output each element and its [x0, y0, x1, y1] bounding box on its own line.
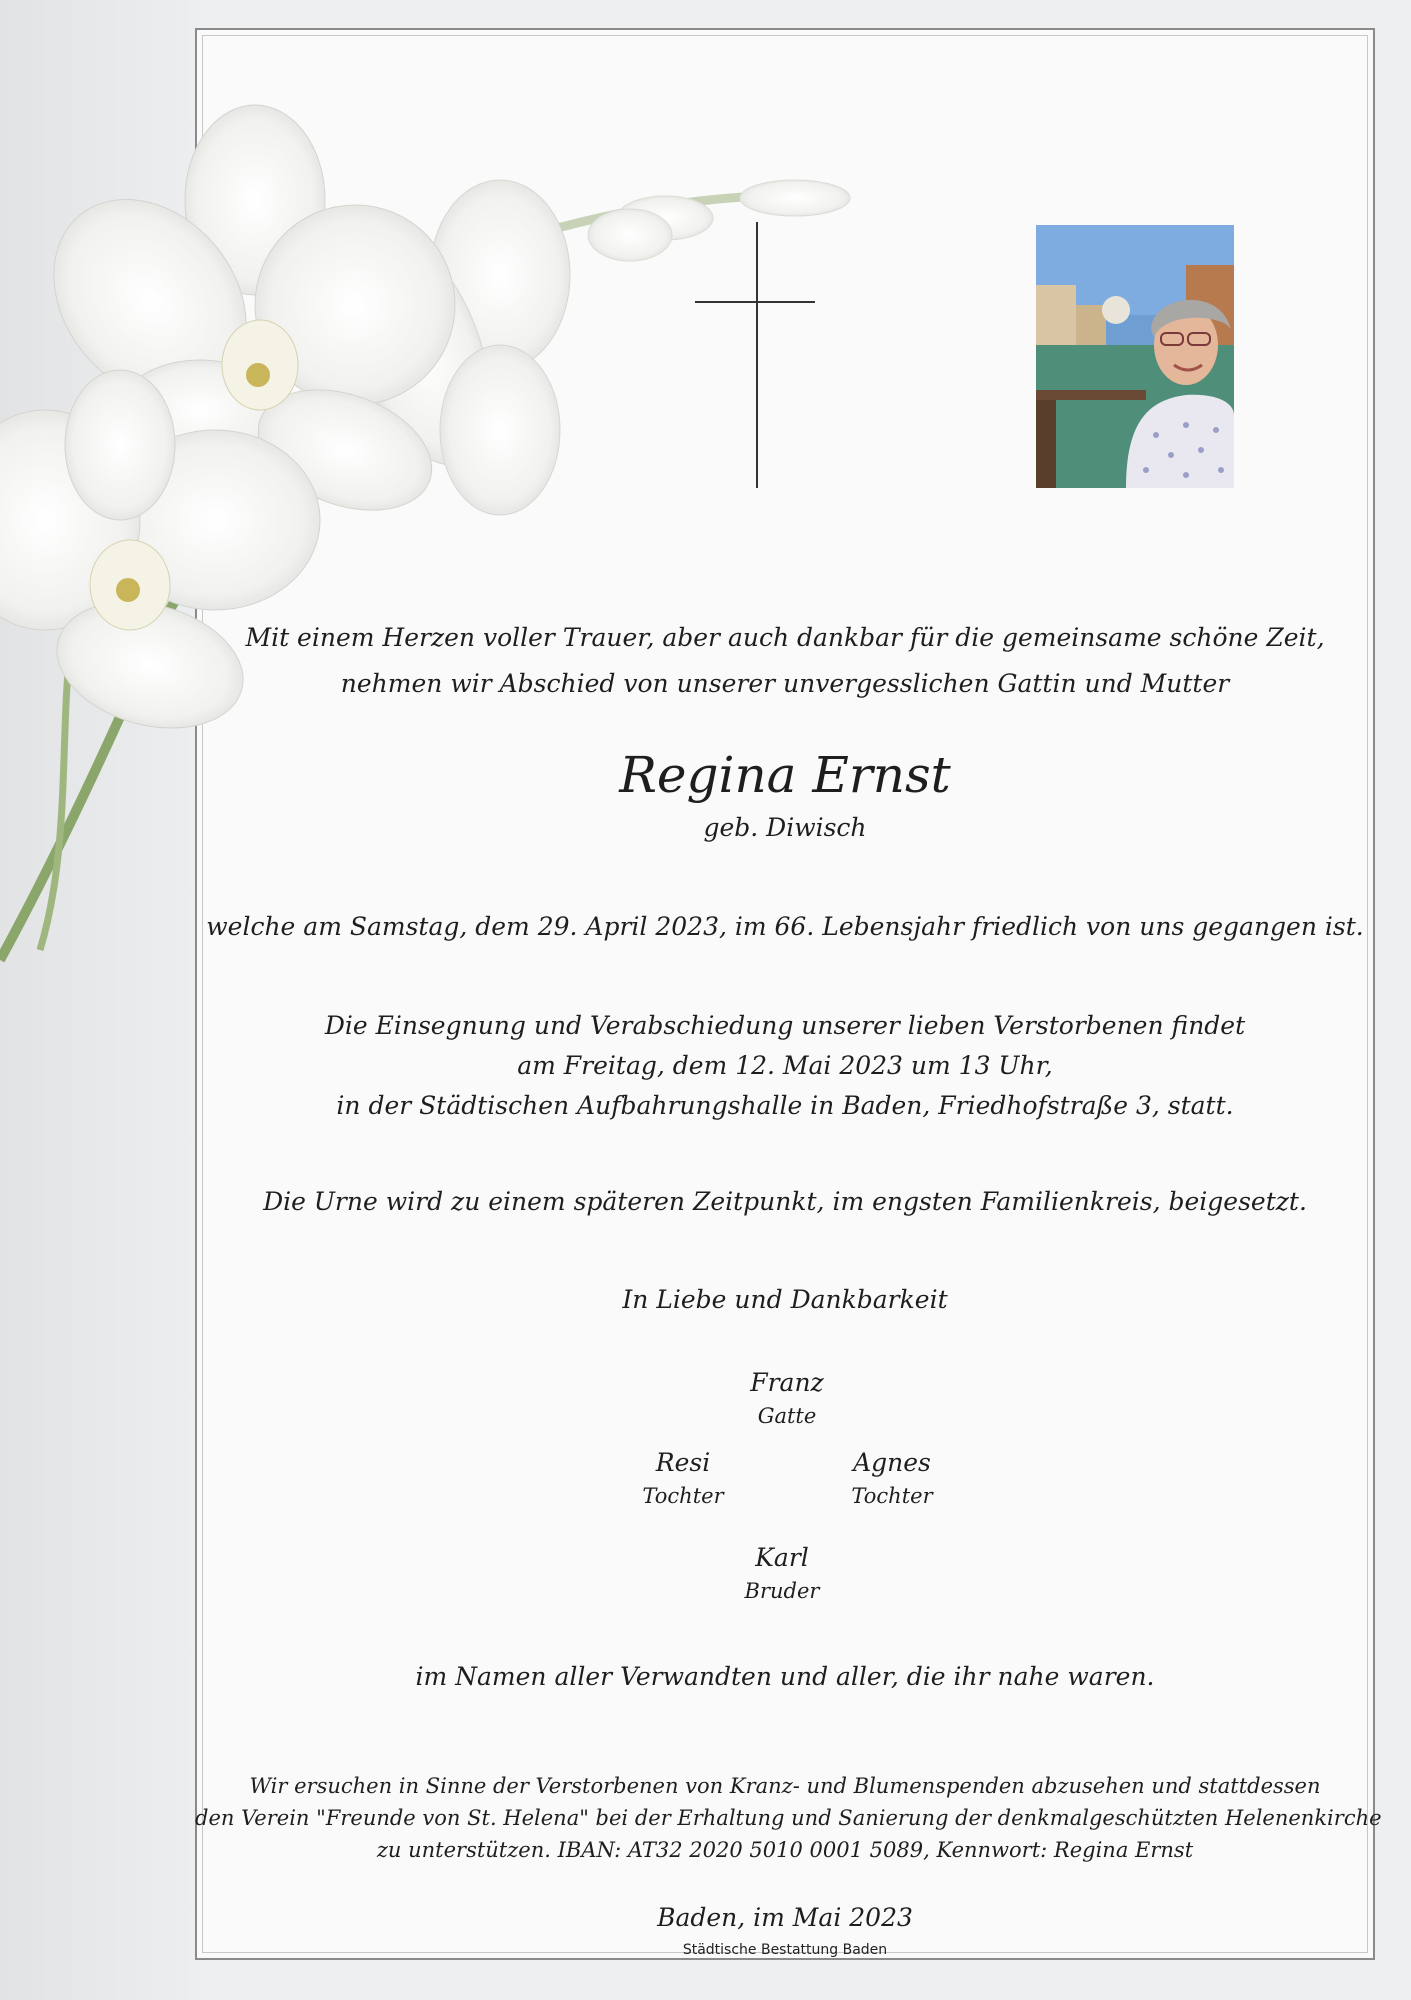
relative-name: Agnes	[853, 1448, 931, 1477]
intro-line: Mit einem Herzen voller Trauer, aber auch dankbar für die gemeinsame schöne Zeit,	[245, 623, 1325, 652]
relative-name: Karl	[755, 1543, 809, 1572]
portrait-photo	[1036, 225, 1234, 488]
relative-relation: Tochter	[851, 1484, 933, 1508]
ceremony-line: in der Städtischen Aufbahrungshalle in Baden, Friedhofstraße 3, statt.	[336, 1091, 1234, 1120]
urn-line: Die Urne wird zu einem späteren Zeitpunkt, im engsten Familienkreis, beigesetzt.	[263, 1187, 1307, 1216]
relative-entry	[662, 1540, 902, 1606]
passing-line: welche am Samstag, dem 29. April 2023, im 66. Lebensjahr friedlich von uns gegangen ist.	[206, 912, 1364, 941]
deceased-name: Regina Ernst	[619, 746, 951, 804]
maiden-name: geb. Diwisch	[703, 813, 867, 842]
place-date: Baden, im Mai 2023	[657, 1903, 913, 1932]
funeral-home-label: Städtische Bestattung Baden	[682, 1942, 888, 1958]
ceremony-text	[195, 1006, 1375, 1126]
ceremony-line: Die Einsegnung und Verabschiedung unserer lieben Verstorbenen findet	[324, 1011, 1246, 1040]
relative-name: Franz	[750, 1368, 824, 1397]
relative-name: Resi	[655, 1448, 711, 1477]
cross-icon	[690, 222, 820, 488]
relative-entry	[563, 1445, 803, 1511]
ceremony-line: am Freitag, dem 12. Mai 2023 um 13 Uhr,	[517, 1051, 1053, 1080]
donation-line: Wir ersuchen in Sinne der Verstorbenen von Kranz- und Blumenspenden abzusehen und stattdessen	[249, 1774, 1321, 1798]
relative-entry	[772, 1445, 1012, 1511]
donation-line: zu unterstützen. IBAN: AT32 2020 5010 0001 5089, Kennwort: Regina Ernst	[376, 1838, 1194, 1862]
donation-request	[195, 1770, 1382, 1866]
intro-text	[195, 615, 1375, 707]
relative-relation: Tochter	[642, 1484, 724, 1508]
relative-relation: Gatte	[757, 1404, 817, 1428]
intro-line: nehmen wir Abschied von unserer unvergesslichen Gattin und Mutter	[340, 669, 1230, 698]
closing-phrase: In Liebe und Dankbarkeit	[622, 1285, 948, 1314]
donation-line: den Verein "Freunde von St. Helena" bei der Erhaltung und Sanierung der denkmalgeschützten Helenenkirche	[195, 1806, 1382, 1830]
relative-relation: Bruder	[744, 1579, 820, 1603]
behalf-line: im Namen aller Verwandten und aller, die ihr nahe waren.	[415, 1662, 1155, 1691]
relative-entry	[667, 1365, 907, 1431]
